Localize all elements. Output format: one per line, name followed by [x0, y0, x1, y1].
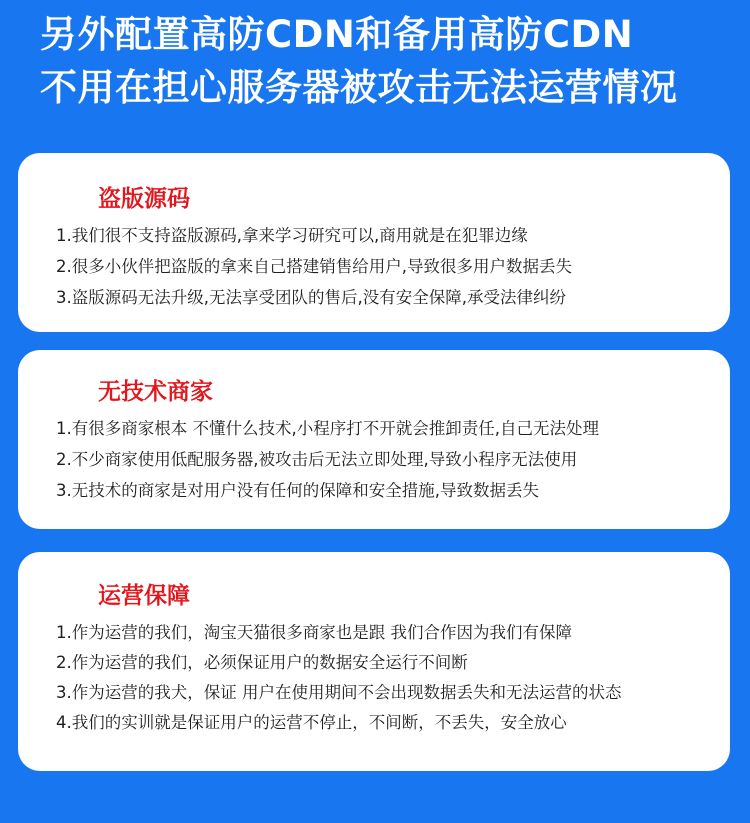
card-item-list	[56, 413, 720, 506]
list-item: 1.作为运营的我们，淘宝天猫很多商家也是跟 我们合作因为我们有保障	[56, 623, 572, 642]
list-item: 3.作为运营的我犬，保证 用户在使用期间不会出现数据丢失和无法运营的状态	[56, 683, 622, 702]
list-item: 2.作为运营的我们，必须保证用户的数据安全运行不间断	[56, 653, 468, 672]
list-item: 3.无技术的商家是对用户没有任何的保障和安全措施,导致数据丢失	[56, 481, 539, 500]
headline-line-1: 另外配置高防CDN和备用高防CDN	[40, 13, 634, 56]
list-item: 3.盗版源码无法升级,无法享受团队的售后,没有安全保障,承受法律纠纷	[56, 288, 566, 307]
card-item-list	[56, 220, 720, 313]
list-item: 2.不少商家使用低配服务器,被攻击后无法立即处理,导致小程序无法使用	[56, 450, 578, 469]
card-pirated-source	[18, 153, 730, 332]
card-title: 无技术商家	[98, 379, 213, 405]
card-title: 运营保障	[98, 583, 190, 609]
list-item: 4.我们的实训就是保证用户的运营不停止，不间断，不丢失，安全放心	[56, 713, 567, 732]
card-title: 盗版源码	[98, 186, 190, 212]
headline	[40, 8, 730, 114]
list-item: 1.有很多商家根本 不懂什么技术,小程序打不开就会推卸责任,自己无法处理	[56, 419, 599, 438]
card-non-tech-merchants	[18, 350, 730, 529]
list-item: 2.很多小伙伴把盗版的拿来自己搭建销售给用户,导致很多用户数据丢失	[56, 257, 572, 276]
list-item: 1.我们很不支持盗版源码,拿来学习研究可以,商用就是在犯罪边缘	[56, 226, 528, 245]
headline-line-2: 不用在担心服务器被攻击无法运营情况	[40, 66, 678, 109]
card-item-list	[56, 618, 720, 738]
card-operation-guarantee	[18, 552, 730, 771]
